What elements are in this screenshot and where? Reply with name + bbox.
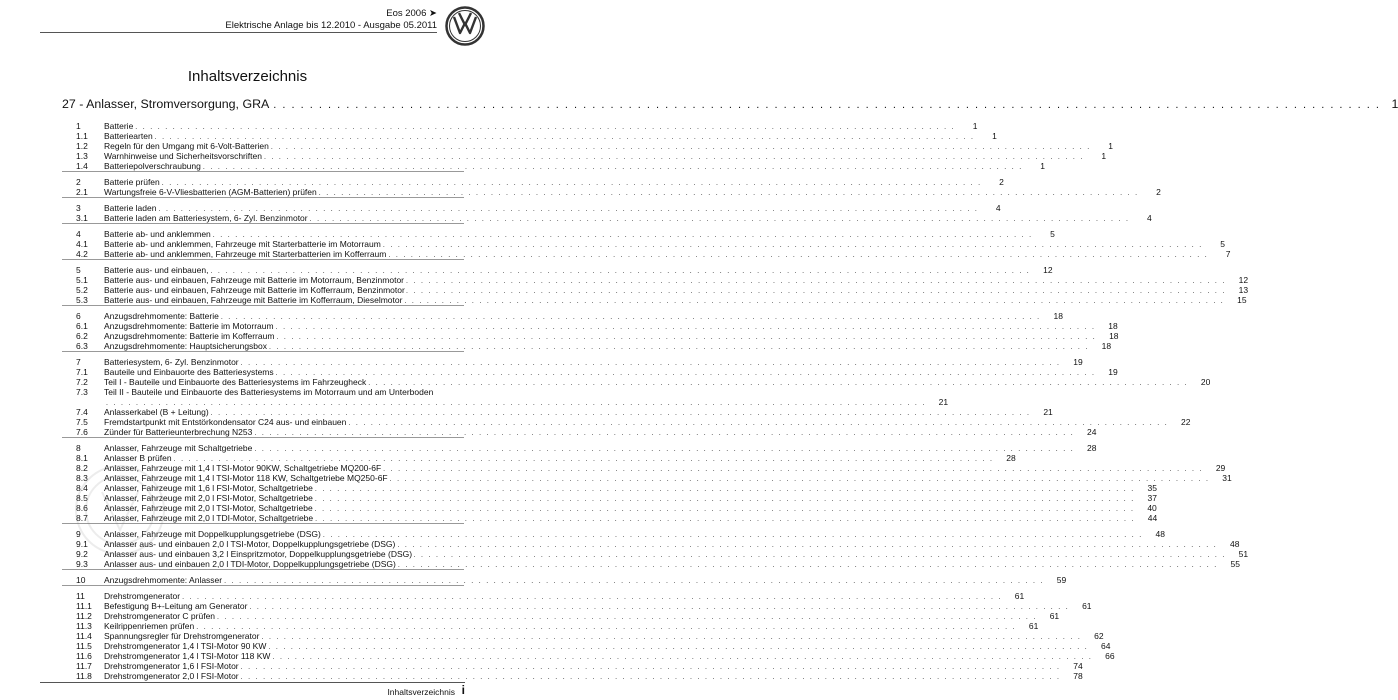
dot-leader [203,163,1023,173]
entry-page: 1 [992,131,997,141]
entry-number: 7.1 [76,367,88,377]
entry-page: 74 [1073,661,1083,671]
entry-number: 8.2 [76,463,88,473]
entry-title: Drehstromgenerator 1,4 l TSI-Motor 118 KW [104,651,271,661]
entry-title: Anzugsdrehmomente: Batterie [104,311,219,321]
entry-title: Anlasser, Fahrzeuge mit 1,6 l FSI-Motor, Schaltgetriebe [104,483,313,493]
chapter-heading[interactable] [62,97,1398,116]
entry-title: Wartungsfreie 6-V-Vliesbatterien (AGM-Batterien) prüfen [104,187,317,197]
toc-entry[interactable] [62,671,1083,681]
toc-entry[interactable] [62,503,1157,513]
toc-entry[interactable] [62,641,1111,651]
entry-number: 5.3 [76,295,88,305]
entry-number: 11.8 [76,671,92,681]
toc-entry[interactable] [62,331,1119,341]
entry-title: Batterie aus- und einbauen, Fahrzeuge mit Batterie im Motorraum, Benzinmotor [104,275,405,285]
entry-title: Batterie ab- und anklemmen, Fahrzeuge mit Starterbatterien im Kofferraum [104,249,387,259]
entry-page: 4 [995,203,1001,213]
entry-number: 9.2 [76,549,88,559]
entry-number: 4 [76,229,81,239]
entry-page: 61 [1014,591,1025,601]
toc-entry[interactable] [62,591,1025,601]
manual-subtitle: Elektrische Anlage bis 12.2010 - Ausgabe 05.2011 [225,19,437,31]
entry-number: 9.1 [76,539,88,549]
toc-entry[interactable] [62,651,1115,661]
entry-title: Befestigung B+-Leitung am Generator [104,601,248,611]
entry-number: 8.6 [76,503,88,513]
toc-entry[interactable] [62,311,1063,321]
entry-number: 9 [76,529,81,539]
entry-number: 7.4 [76,407,88,417]
entry-title: Batterie aus- und einbauen, Fahrzeuge mit Batterie im Kofferraum, Dieselmotor [104,295,403,305]
entry-title: Regeln für den Umgang mit 6-Volt-Batterien [104,141,269,151]
dot-leader [348,419,1168,429]
toc-entry[interactable] [62,427,1097,438]
entry-number: 8.5 [76,493,88,503]
entry-title: Batterie laden am Batteriesystem, 6- Zyl. Benzinmotor [104,213,308,223]
dot-leader [406,277,1226,287]
entry-title: Drehstromgenerator 1,4 l TSI-Motor 90 KW [104,641,267,651]
entry-number: 10 [76,575,86,585]
toc-entry[interactable] [62,275,1249,285]
toc-entry[interactable] [62,249,1231,260]
entry-page: 18 [1053,311,1063,321]
entry-title: Anlasser, Fahrzeuge mit 2,0 l FSI-Motor, Schaltgetriebe [104,493,313,503]
entry-page: 12 [1043,265,1053,275]
entry-title: Warnhinweise und Sicherheitsvorschriften [104,151,262,161]
toc-entry[interactable] [62,407,1053,417]
entry-page: 51 [1238,549,1249,559]
entry-title: Teil II - Bauteile und Einbauorte des Batteriesystems im Motorraum und am Unterboden [104,387,434,397]
entry-number: 11.6 [76,651,92,661]
entry-number: 7.5 [76,417,88,427]
entry-page: 2 [1156,187,1161,197]
entry-page: 1 [1108,141,1114,151]
entry-number: 6.1 [76,321,88,331]
entry-number: 1 [76,121,81,131]
model-label: Eos 2006 [386,8,427,19]
footer-divider [40,682,465,683]
dot-leader [398,561,1218,571]
entry-title: Anlasser, Fahrzeuge mit 2,0 l TDI-Motor, Schaltgetriebe [104,513,314,523]
entry-number: 9.3 [76,559,88,569]
entry-number: 7 [76,357,81,367]
toc-entry[interactable] [62,131,997,141]
table-of-contents [62,97,1398,681]
entry-page: 12 [1238,275,1249,285]
entry-title: Keilrippenriemen prüfen [104,621,195,631]
entry-page: 2 [999,177,1004,187]
toc-entry[interactable] [62,559,1240,570]
toc-entry[interactable] [62,539,1240,549]
entry-number: 4.1 [76,239,88,249]
entry-number: 1.3 [76,151,88,161]
entry-page: 19 [1108,367,1118,377]
entry-title: Anzugsdrehmomente: Batterie im Kofferraum [104,331,275,341]
entry-page: 44 [1147,513,1158,523]
entry-title: Anlasser B prüfen [104,453,172,463]
entry-page: 29 [1215,463,1226,473]
entry-number: 6.3 [76,341,88,351]
toc-entry[interactable] [62,621,1039,631]
toc-entry[interactable] [62,265,1053,275]
entry-title: Batteriesystem, 6- Zyl. Benzinmotor [104,357,239,367]
entry-title: Anlasser, Fahrzeuge mit Schaltgetriebe [104,443,253,453]
toc-entry[interactable] [62,121,978,131]
entry-number: 5.1 [76,275,88,285]
entry-title: Batterie [104,121,134,131]
entry-title: Batterie ab- und anklemmen [104,229,211,239]
dot-leader [404,297,1224,307]
dot-leader [406,551,1226,561]
toc-entry[interactable] [62,151,1107,161]
entry-title: Batterie aus- und einbauen, [104,265,209,275]
entry-number: 3 [76,203,81,213]
dot-leader [224,577,1044,587]
entry-number: 7.3 [76,387,88,397]
entry-page: 21 [1043,407,1053,417]
toc-entry[interactable] [62,483,1157,493]
entry-number: 8.3 [76,473,88,483]
entry-title: Anlasser, Fahrzeuge mit 1,4 l TSI-Motor 118 KW, Schaltgetriebe MQ250-6F [104,473,388,483]
entry-number: 2 [76,177,81,187]
entry-title: Drehstromgenerator [104,591,181,601]
chapter-title: 27 - Anlasser, Stromversorgung, GRA [62,97,270,111]
entry-number: 11.1 [76,601,92,611]
entry-title: Anlasser, Fahrzeuge mit 1,4 l TSI-Motor 90KW, Schaltgetriebe MQ200-6F [104,463,382,473]
entry-page: 48 [1155,529,1165,539]
dot-leader [254,429,1074,439]
dot-leader [388,251,1208,261]
entry-number: 8.4 [76,483,88,493]
entry-title: Anzugsdrehmomente: Anlasser [104,575,223,585]
toc-entry[interactable] [62,601,1092,611]
entry-title: Anlasser, Fahrzeuge mit 2,0 l TSI-Motor, Schaltgetriebe [104,503,313,513]
dot-leader [397,541,1217,551]
toc-entry[interactable] [62,161,1045,172]
toc-entry[interactable] [62,575,1067,586]
page-title: Inhaltsverzeichnis [187,68,308,85]
toc-entry[interactable] [62,529,1165,539]
entry-title: Spannungsregler für Drehstromgenerator [104,631,260,641]
entry-page: 1 [1040,161,1045,171]
dot-leader [406,287,1226,297]
entry-title: Anlasser aus- und einbauen 2,0 l TSI-Motor, Doppelkupplungsgetriebe (DSG) [104,539,396,549]
toc-entry[interactable] [62,549,1249,559]
toc-entry[interactable] [62,631,1104,641]
toc-entry[interactable] [62,417,1191,427]
entry-number: 2.1 [76,187,88,197]
entry-page: 31 [1222,473,1232,483]
toc-entry[interactable] [62,453,1016,463]
toc-entry[interactable] [62,357,1083,367]
entry-number: 7.6 [76,427,88,437]
toc-entry[interactable] [62,229,1055,239]
toc-entry[interactable] [62,187,1161,198]
entry-number: 8.1 [76,453,88,463]
entry-title: Teil I - Bauteile und Einbauorte des Batteriesystems im Fahrzeugheck [104,377,367,387]
entry-number: 5.2 [76,285,88,295]
toc-entry[interactable] [62,377,1211,387]
entry-page: 13 [1238,285,1249,295]
entry-title: Anlasser aus- und einbauen 2,0 l TDI-Motor, Doppelkupplungsgetriebe (DSG) [104,559,396,569]
entry-page: 21 [938,397,949,407]
entry-number: 7.2 [76,377,88,387]
entry-page: 1 [972,121,978,131]
toc-entry[interactable] [62,239,1225,249]
entry-page: 22 [1181,417,1191,427]
dot-leader [383,465,1203,475]
toc-entry[interactable] [62,285,1249,295]
vw-logo-icon [445,6,485,46]
entry-number: 1.2 [76,141,88,151]
entry-number: 1.4 [76,161,88,171]
entry-number: 11.7 [76,661,92,671]
toc-entry[interactable] [62,661,1083,671]
entry-page: 48 [1230,539,1240,549]
entry-title: Anzugsdrehmomente: Batterie im Motorraum [104,321,274,331]
toc-entry[interactable] [62,493,1157,503]
entry-page: 18 [1101,341,1112,351]
entry-number: 11 [76,591,85,601]
toc-entry[interactable] [62,513,1158,524]
footer-label: Inhaltsverzeichnis [387,687,455,697]
toc-entry[interactable] [62,321,1118,331]
entry-number: 11.4 [76,631,92,641]
entry-title: Batterie ab- und anklemmen, Fahrzeuge mit Starterbatterie im Motorraum [104,239,381,249]
entry-title: Batterie laden [104,203,157,213]
entry-title: Batteriearten [104,131,153,141]
entry-page: 40 [1147,503,1157,513]
entry-page: 61 [1028,621,1039,631]
entry-page: 66 [1105,651,1115,661]
toc-entry[interactable] [62,295,1247,306]
entry-number: 11.2 [76,611,92,621]
entry-page: 1 [1101,151,1107,161]
entry-page: 55 [1230,559,1240,569]
entry-title: Batteriepolverschraubung [104,161,201,171]
entry-number: 11.3 [76,621,92,631]
entry-page: 18 [1109,331,1119,341]
entry-page: 5 [1220,239,1225,249]
entry-page: 4 [1147,213,1152,223]
entry-title: Batterie aus- und einbauen, Fahrzeuge mit Batterie im Kofferraum, Benzinmotor [104,285,405,295]
entry-page: 20 [1200,377,1211,387]
toc-entry[interactable] [62,141,1114,151]
page-header [40,8,437,31]
header-divider [40,32,437,33]
entry-number: 11.5 [76,641,92,651]
entry-title: Bauteile und Einbauorte des Batteriesystems [104,367,274,377]
entry-page: 28 [1087,443,1097,453]
entry-page: 37 [1147,493,1157,503]
entry-page: 61 [1049,611,1060,621]
entry-page: 18 [1108,321,1118,331]
toc-entries [62,121,1249,681]
entry-number: 3.1 [76,213,88,223]
entry-page: 5 [1050,229,1055,239]
toc-entry[interactable] [62,213,1152,224]
toc-entry[interactable] [62,203,1001,213]
entry-title: Anlasserkabel (B + Leitung) [104,407,209,417]
dot-leader [310,215,1130,225]
entry-title: Drehstromgenerator C prüfen [104,611,216,621]
entry-title: Anlasser aus- und einbauen 3,2 l Einspritzmotor, Doppelkupplungsgetriebe (DSG) [104,549,413,559]
entry-number: 1.1 [76,131,88,141]
toc-entry[interactable] [62,387,949,407]
toc-entry[interactable] [62,611,1060,621]
dot-leader [319,189,1139,199]
toc-entry[interactable] [62,341,1112,352]
entry-page: 28 [1006,453,1016,463]
entry-page: 35 [1147,483,1157,493]
dot-leader [390,475,1210,485]
entry-number: 4.2 [76,249,88,259]
dot-leader [273,99,1380,111]
entry-number: 8 [76,443,81,453]
dot-leader [383,241,1203,251]
toc-entry[interactable] [62,367,1118,377]
entry-page: 61 [1082,601,1092,611]
entry-page: 62 [1094,631,1104,641]
entry-title: Drehstromgenerator 2,0 l FSI-Motor [104,671,239,681]
entry-page: 15 [1237,295,1247,305]
entry-number: 5 [76,265,81,275]
entry-number: 6 [76,311,81,321]
entry-title: Zünder für Batterieunterbrechung N253 [104,427,253,437]
entry-page: 59 [1056,575,1067,585]
entry-title: Anlasser, Fahrzeuge mit Doppelkupplungsgetriebe (DSG) [104,529,321,539]
entry-page: 78 [1073,671,1083,681]
entry-title: Anzugsdrehmomente: Hauptsicherungsbox [104,341,268,351]
toc-entry[interactable] [62,177,1004,187]
dot-leader [315,515,1135,525]
toc-entry[interactable] [62,473,1232,483]
entry-page: 64 [1101,641,1111,651]
entry-title: Batterie prüfen [104,177,160,187]
entry-page: 19 [1073,357,1083,367]
toc-entry[interactable] [62,443,1097,453]
chapter-page: 1 [1391,97,1398,111]
entry-title: Fremdstartpunkt mit Entstörkondensator C24 aus- und einbauen [104,417,347,427]
entry-number: 6.2 [76,331,88,341]
entry-number: 8.7 [76,513,88,523]
dot-leader [269,343,1089,353]
arrow-icon: ➤ [429,8,437,19]
entry-title: Drehstromgenerator 1,6 l FSI-Motor [104,661,239,671]
toc-entry[interactable] [62,463,1226,473]
entry-page: 24 [1087,427,1097,437]
entry-page: 7 [1225,249,1231,259]
footer-page: i [461,683,465,697]
